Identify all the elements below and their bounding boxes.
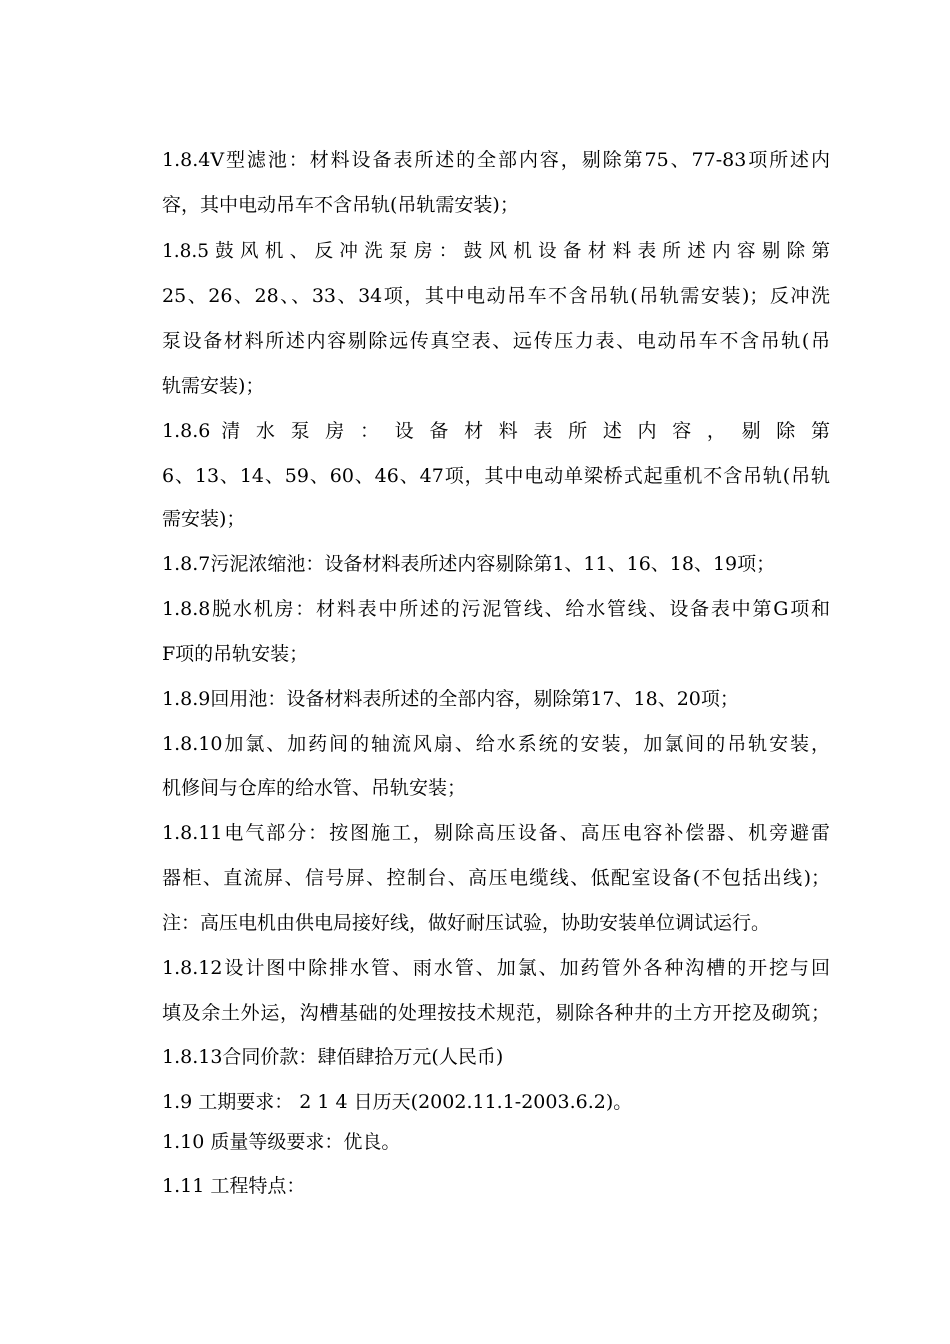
text-line: 1.8.11电气部分：按图施工，剔除高压设备、高压电容补偿器、机旁避雷 [162, 822, 830, 844]
text-line: 1.8.9回用池：设备材料表所述的全部内容，剔除第17、18、20项； [162, 688, 739, 710]
text-line: 泵设备材料所述内容剔除远传真空表、远传压力表、电动吊车不含吊轨(吊 [162, 330, 830, 352]
text-line: 1.8.12设计图中除排水管、雨水管、加氯、加药管外各种沟槽的开挖与回 [162, 957, 830, 979]
text-line: 1.8.5 鼓 风 机 、 反 冲 洗 泵 房 ： 鼓 风 机 设 备 材 料 表 所 述 内 容 剔 除 第 [162, 241, 830, 262]
text-line: 1.8.10加氯、加药间的轴流风扇、给水系统的安装，加氯间的吊轨安装， [162, 733, 830, 755]
text-line: 1.8.13合同价款：肆佰肆拾万元(人民币) [162, 1046, 504, 1068]
text-line: 1.11 工程特点： [162, 1175, 306, 1197]
text-line: 注：高压电机由供电局接好线，做好耐压试验，协助安装单位调试运行。 [162, 912, 771, 934]
text-line: 机修间与仓库的给水管、吊轨安装； [162, 777, 467, 799]
text-line: 1.8.4V型滤池：材料设备表所述的全部内容，剔除第75、77-83项所述内 [162, 149, 830, 171]
text-line: 填及余土外运，沟槽基础的处理按技术规范，剔除各种井的土方开挖及砌筑； [162, 1002, 830, 1024]
text-line: 6、13、14、59、60、46、47项，其中电动单梁桥式起重机不含吊轨(吊轨 [162, 465, 830, 487]
text-line: 1.10 质量等级要求：优良。 [162, 1131, 401, 1153]
text-line: 1.8.7污泥浓缩池：设备材料表所述内容剔除第1、11、16、18、19项； [162, 553, 776, 575]
text-line: F项的吊轨安装； [162, 643, 309, 665]
text-line: 轨需安装)； [162, 375, 265, 397]
text-line: 容，其中电动吊车不含吊轨(吊轨需安装)； [162, 194, 519, 216]
text-line: 1.8.8脱水机房：材料表中所述的污泥管线、给水管线、设备表中第G项和 [162, 598, 830, 620]
text-line: 器柜、直流屏、信号屏、控制台、高压电缆线、低配室设备(不包括出线)； [162, 867, 830, 889]
text-line: 需安装)； [162, 508, 246, 530]
text-line: 25、26、28、、33、34项，其中电动吊车不含吊轨(吊轨需安装)；反冲洗 [162, 285, 830, 307]
text-line: 1.9 工期要求： 2 1 4 日历天(2002.11.1-2003.6.2)。 [162, 1091, 633, 1113]
text-line: 1.8.6 清 水 泵 房 ： 设 备 材 料 表 所 述 内 容 ， 剔 除 第 [162, 420, 830, 442]
